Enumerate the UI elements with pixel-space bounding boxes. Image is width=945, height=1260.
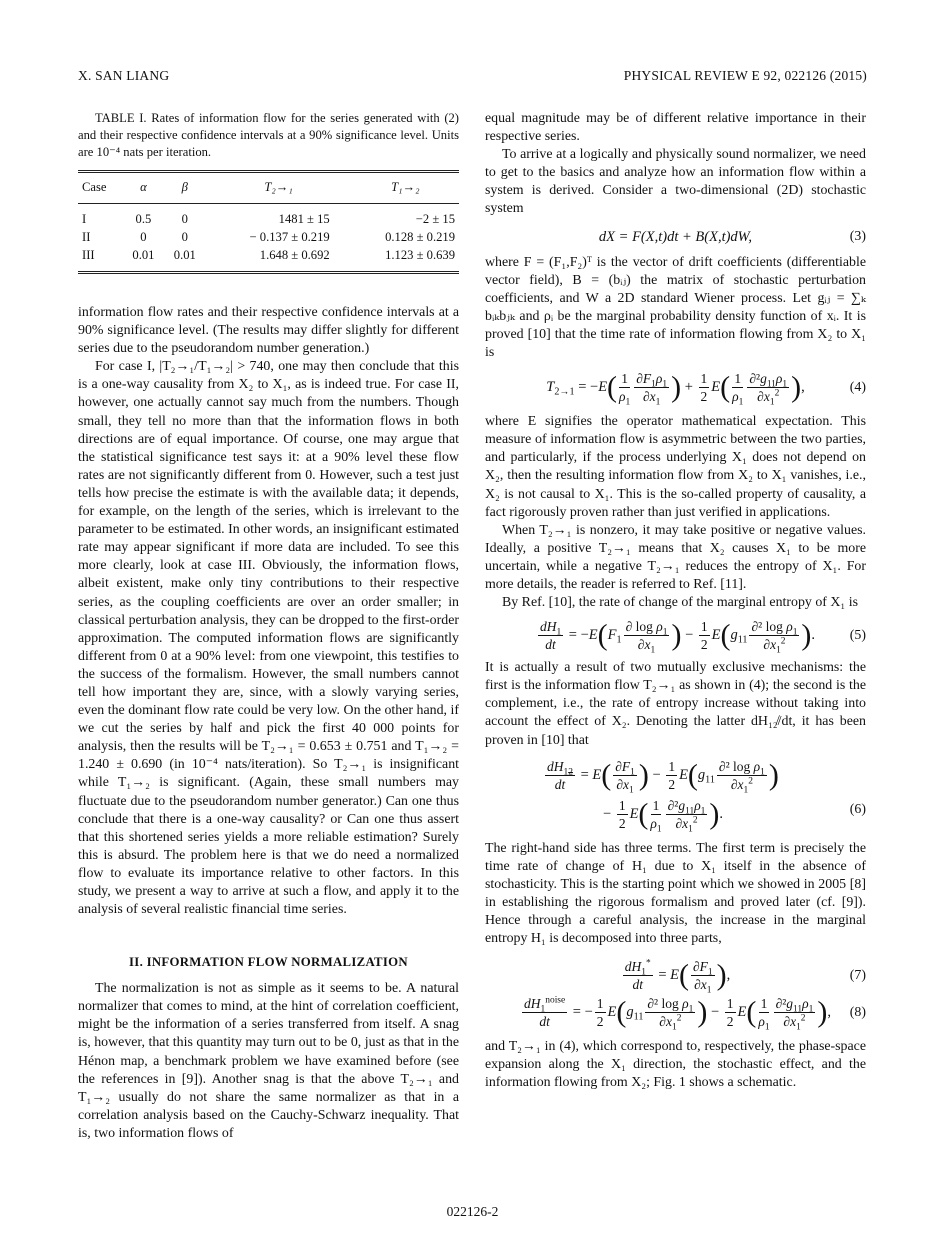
equation-6 [485,758,866,835]
table-cell: 0 [140,230,147,244]
table-header-cell: β [164,172,205,204]
equation-body: $\frac{dH_1^*}{dt}$ = E( $\frac{\partial F_1}{\partial x_1}$ ), [624,958,731,996]
table-cell: III [78,247,123,273]
equation-number: (7) [849,967,866,983]
equation-number: (3) [849,229,866,245]
equation-number: (8) [849,1004,866,1020]
table-cell: 0 [181,230,188,244]
table-row [78,247,459,273]
table-cell: 1.648 ± 0.692 [205,247,351,273]
left-column [78,110,459,1143]
paragraph: The normalization is not as simple as it seems to be. A natural normalizer that comes to mind, at the hint of correlation coefficient, might be the information of a series transferred from itself. A snag is, however, that this quantity may turn out to be 0, just as that in the Hénon map, a benchmark problem we have examined before (see the references in [9]). Another snag is that the above T₂→₁ and T₁→₂ usually do not share the same normalizer as that in a correlation analysis based on the Cauchy-Schwarz inequality. That is, two information flows of [78,981,459,1141]
table-cell: 1.123 ± 0.639 [352,247,459,273]
paragraph: To arrive at a logically and physically sound normalizer, we need to get to the basics and analyze how an information flow within a system is derived. Consider a two-dimensional (2D) stochastic system [485,147,866,217]
table-caption: TABLE I. Rates of information flow for the series generated with (2) and their respective confidence intervals at a 90% significance level. Units are 10⁻⁴ nats per iteration. [78,111,459,159]
equation-body: $\frac{dH_1}{dt}$ = $-E(F_1$ $\frac{\partial \log \rho_1}{\partial x_1}$ ) − $\frac{1}{2}$ $E(g_{11}$ $\frac{\partial^2 \log \rho_1}{\partial x_1^2}$ ). [539,618,816,656]
paragraph: By Ref. [10], the rate of change of the marginal entropy of X₁ is [502,595,858,611]
table-cell: 0.128 ± 0.219 [385,230,455,244]
equation-3 [485,229,866,246]
equation-body-line-2: − $\frac{1}{2}$ E( $\frac{1}{\rho_1}$ $\frac{\partial^2g_{11}\rho_1}{\partial x_1^2}$ ). [603,797,724,835]
equation-body: $T_{2\to 1} = -E$( $\frac{1}{\rho_1}$ $\frac{\partial F_1\rho_1}{\partial x_1}$ ) + $\frac{1}{2}$ E( $\frac{1}{\rho_1}$ $\frac{\partial^2g_{11}\rho_1}{\partial x_1^2}$ ), [546,370,805,408]
table-cell: II [82,230,91,244]
right-column [485,110,866,1092]
table-cell: 0.5 [135,212,152,226]
table-i [78,170,459,274]
table-header-cell: T₁→₂ [352,172,459,204]
paragraph: The right-hand side has three terms. The first term is precisely the time rate of change of H₁ due to X₁ itself in the absence of stochasticity. This is the starting point which we showed in 2005 [8] in establishing the rigorous formalism and proved later (cf. [9]). Hence through a careful analysis, the increase in the marginal entropy H₁ is decomposed into three parts, [485,840,866,947]
table-cell: −2 ± 15 [415,212,455,226]
equation-4 [485,370,866,408]
paragraph: When T₂→₁ is nonzero, it may take positive or negative values. Ideally, a positive T₂→₁ means that X₂ causes X₁ to be more uncertain, while a negative T₂→₁ reduces the entropy of X₁. For more details, the reader is referred to Ref. [11]. [485,522,866,592]
table-cell: 1481 ± 15 [278,212,330,226]
table-row [78,204,459,229]
equation-number: (6) [849,801,866,817]
equation-5 [485,618,866,656]
equation-body: $\frac{dH_{12}}{dt}$ = E( $\frac{\partial F_1}{\partial x_1}$ ) − $\frac{1}{2}$ $E(g_{11}$ $\frac{\partial^2 \log \rho_1}{\partial x_1^2}$ ) [547,758,779,796]
equation-7 [485,958,866,996]
page-number: 022126-2 [446,1204,499,1219]
running-header-journal: PHYSICAL REVIEW E 92, 022126 (2015) [623,68,867,83]
equation-number: (4) [849,379,866,395]
paragraph: where E signifies the operator mathematical expectation. This measure of information flow is asymmetric between the two parties, and particularly, if the process underlying X₁ does not depend on X₂, then the resulting information flow from X₂ to X₁ vanishes, i.e., X₂ is not causal to X₁. This is the so-called property of causality, a fact rigorously proven rather than just verified in applications. [485,414,866,520]
paragraph: It is actually a result of two mutually exclusive mechanisms: the first is the information flow T₂→₁ as shown in (4); the second is the complement, i.e., the rate of entropy increase without taking into account the effect of X₂. Denoting the latter dH₁₂̸/dt, it has been proven in [10] that [485,660,866,748]
running-header-author: X. SAN LIANG [78,68,170,83]
paragraph: equal magnitude may be of different relative importance in their respective series. [485,111,866,145]
paragraph: where F = (F₁,F₂)ᵀ is the vector of drift coefficients (differentiable vector field), B = (bᵢⱼ) the matrix of stochastic perturbation coefficients, and W a 2D standard Wiener process. Let gᵢⱼ = ∑ₖ bᵢₖbⱼₖ and ρᵢ be the marginal probability density function of xᵢ. It is proved [10] that the time rate of information flowing from X₂ to X₁ is [485,254,866,361]
table-cell: 0 [181,212,188,226]
paragraph: and T₂→₁ in (4), which correspond to, respectively, the phase-space expansion along the X₁ direction, the stochastic effect, and the information flowing from X₂; Fig. 1 shows a schematic. [485,1039,866,1091]
paragraph: For case I, |T₂→₁/T₁→₂| > 740, one may then conclude that this is a one-way causality from X₂ to X₁, as is indeed true. For case II, however, one actually cannot say much from the numbers. Though small, they tell no more than that the information flows in both directions are of equal importance. Of course, one may argue that the statistical significance test says it: at a 90% level these flow rates are not significantly different from 0. However, such a test just tells how precise the estimate is with the available data; it depends, for example, on the length of the series, which is irrelevant to the parameter to be estimated. In other words, an insignificant estimated rate may appear significant if more data are included. To see this more clearly, look at case III. Obviously, the information flows, albeit existent, make only tiny contributions to their respective series, as the coupling coefficients are over an order smaller; in classical perturbation analysis, they can be dropped to the first-order approximation. The computed information flows are significantly different from 0 at a 90% level: from one viewpoint, this testifies to the success of the formalism. However, the small numbers cannot tell how important they are, since, with a slowly varying series, even the dominant flow rate could be very low. On the other hand, if we cut the series by half and pick the first 40 000 points for analysis, then the results will be T₂→₁ = 0.653 ± 0.751 and T₁→₂ = 1.240 ± 0.690 (in 10⁻⁴ nats/iteration). So T₂→₁ is insignificant while T₁→₂ is significant. (Again, these small numbers may fluctuate due to the pseudorandom number generator.) Can one thus conclude that there is a one-way causality? or Can one thus assert that this shortened series yields a more reliable estimation? Surely this is absurd. The problem here is that we do need a normalized flow to evaluate its importance relative to other factors. In this study, we present a way to arrive at such a flow, and apply it to the analysis of several realistic financial time series. [78,359,459,918]
table-header-cell: Case [78,172,123,204]
table-cell: 0.01 [123,247,164,273]
equation-body: dX = F(X,t)dt + B(X,t)dW, [598,228,753,245]
equation-body: $\frac{dH_1^{noise}}{dt}$ = − $\frac{1}{2}$ $E(g_{11}$ $\frac{\partial^2 \log \rho_1}{\partial x_1^2}$ ) − $\frac{1}{2}$ E( $\frac{1}{\rho_1}$ $\frac{\partial^2g_{11}\rho_1}{\partial x_1^2}$ ), [524,995,831,1033]
section-heading: II. INFORMATION FLOW NORMALIZATION [129,955,408,970]
equation-8 [485,995,866,1033]
table-header-cell: T₂→₁ [205,172,351,204]
table-cell: I [82,212,87,226]
table-cell: − 0.137 ± 0.219 [249,230,330,244]
table-header-row [78,172,459,204]
table-cell: 0.01 [164,247,205,273]
table-header-cell: α [123,172,164,204]
paragraph: information flow rates and their respective confidence intervals at a 90% significance level. (The results may differ slightly for different series due to the pseudorandom number generation.) [78,305,459,357]
equation-number: (5) [849,627,866,643]
table-row [78,229,459,247]
